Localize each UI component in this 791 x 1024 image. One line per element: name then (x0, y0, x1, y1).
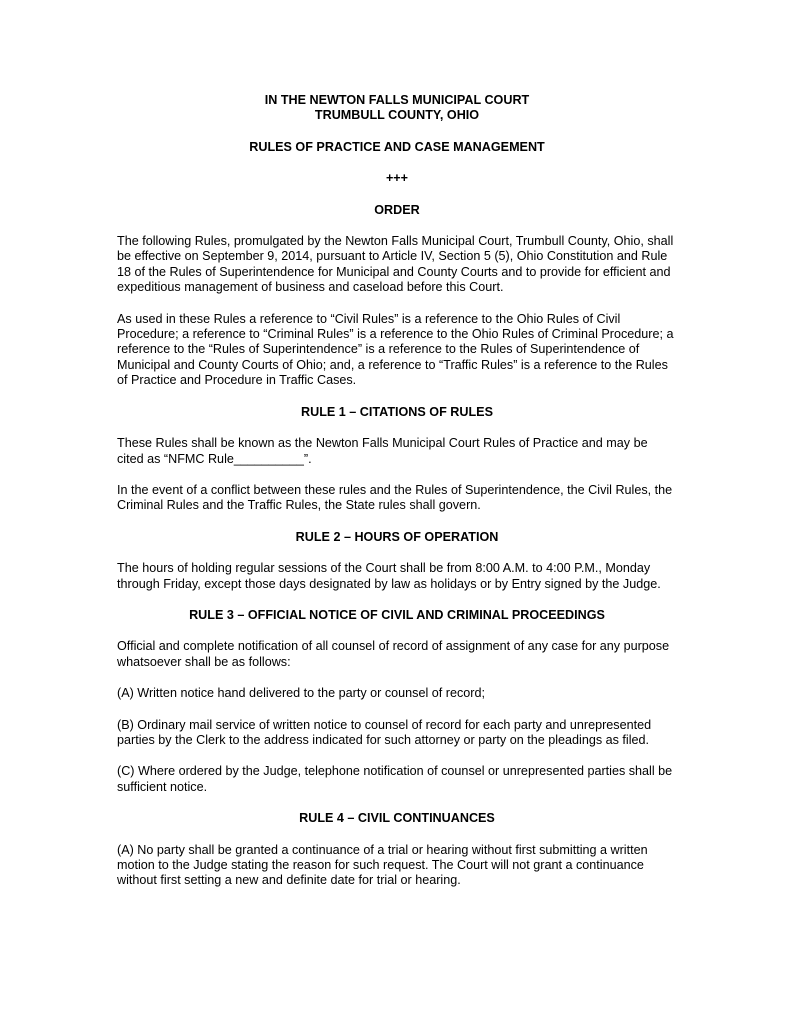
rule-2-paragraph-hours: The hours of holding regular sessions of the Court shall be from 8:00 A.M. to 4:00 P.M., Monday through Friday, except those days designated by law as holidays or by Entry signed by the Judge. (117, 561, 661, 591)
order-paragraph-references: As used in these Rules a reference to “Civil Rules” is a reference to the Ohio Rules of Civil Procedure; a reference to “Criminal Rules” is a reference to the Ohio Rules of Criminal Procedure; a reference to the “Rules of Superintendence” is a reference to the Rules of Superintendence of Municipal and County Courts of Ohio; and, a reference to “Traffic Rules” is a reference to the Rules of Practice and Procedure in Traffic Cases. (117, 311, 674, 388)
rule-2-heading: RULE 2 – HOURS OF OPERATION (295, 529, 499, 544)
rule-3-item-b: (B) Ordinary mail service of written notice to counsel of record for each party and unrepresented parties by the Clerk to the address indicated for such attorney or party on the pleadings as filed. (117, 717, 652, 747)
section-separator: +++ (385, 171, 409, 186)
rule-1-heading: RULE 1 – CITATIONS OF RULES (301, 404, 493, 419)
rule-1-paragraph-citation: These Rules shall be known as the Newton Falls Municipal Court Rules of Practice and may be cited as “NFMC Rule__________”. (117, 436, 648, 466)
rule-1-paragraph-conflict: In the event of a conflict between these rules and the Rules of Superintendence, the Civil Rules, the Criminal Rules and the Traffic Rules, the State rules shall govern. (117, 482, 673, 513)
rule-4-item-a: (A) No party shall be granted a continuance of a trial or hearing without first submitting a written motion to the Judge stating the reason for such request. The Court will not grant a continuance without first setting a new and definite date for trial or hearing. (117, 842, 648, 888)
order-heading: ORDER (374, 202, 420, 217)
document-body (117, 93, 677, 889)
rule-3-item-a: (A) Written notice hand delivered to the party or counsel of record; (117, 686, 485, 701)
court-title: IN THE NEWTON FALLS MUNICIPAL COURT (264, 93, 530, 107)
county-title: TRUMBULL COUNTY, OHIO (314, 108, 480, 123)
rule-3-heading: RULE 3 – OFFICIAL NOTICE OF CIVIL AND CRIMINAL PROCEEDINGS (189, 607, 605, 622)
rule-3-paragraph-notification: Official and complete notification of all counsel of record of assignment of any case for any purpose whatsoever shall be as follows: (117, 639, 670, 669)
rule-3-item-c: (C) Where ordered by the Judge, telephone notification of counsel or unrepresented parties shall be sufficient notice. (117, 764, 673, 794)
rule-4-heading: RULE 4 – CIVIL CONTINUANCES (299, 811, 495, 826)
order-paragraph-effective-date: The following Rules, promulgated by the Newton Falls Municipal Court, Trumbull County, Ohio, shall be effective on September 9, 2014, pursuant to Article IV, Section 5 (5), Ohio Constitution and Rule 18 of the Rules of Superintendence for Municipal and County Courts and to provide for efficient and expeditious management of business and caseload before this Court. (117, 234, 674, 295)
rules-title: RULES OF PRACTICE AND CASE MANAGEMENT (249, 139, 545, 154)
